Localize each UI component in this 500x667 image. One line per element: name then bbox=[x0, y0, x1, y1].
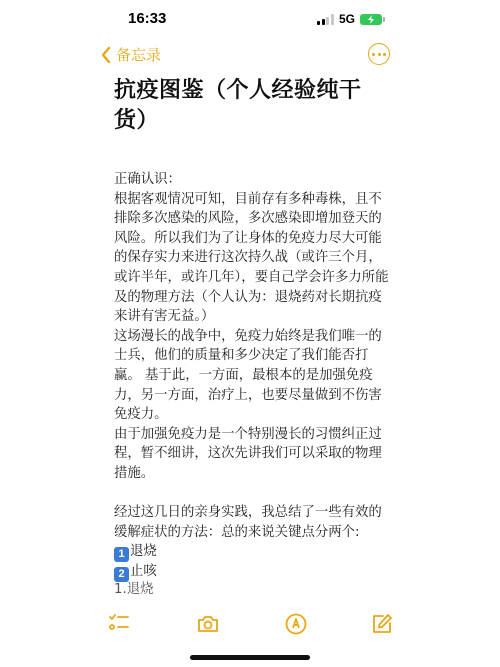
ellipsis-circle-icon bbox=[372, 53, 375, 56]
clipped-next-line: 1.退烧 bbox=[114, 582, 154, 598]
note-paragraph bbox=[114, 484, 390, 504]
note-paragraph: 由于加强免疫力是一个特别漫长的习惯纠正过程，暂不细讲，这次先讲我们可以采取的物理措施。 bbox=[114, 426, 382, 481]
back-button-label: 备忘录 bbox=[116, 46, 162, 64]
status-time: 16:33 bbox=[128, 10, 167, 27]
list-item-label: 退烧 bbox=[130, 544, 157, 560]
note-paragraph: 经过这几日的亲身实践，我总结了一些有效的缓解症状的方法：总的来说关键点分两个: bbox=[114, 505, 382, 540]
network-type: 5G bbox=[338, 12, 355, 26]
note-paragraph: 正确认识： bbox=[114, 172, 181, 187]
note-paragraph: 这场漫长的战争中，免疫力始终是我们唯一的士兵，他们的质量和多少决定了我们能否打赢。 基于此，一方面，最根本的是加强免疫力，另一方面，治疗上，也要尽量做到不伤害免疫力。 bbox=[114, 328, 382, 423]
compose-icon bbox=[370, 612, 394, 636]
note-title: 抗疫图鉴（个人经验纯干货） bbox=[114, 78, 362, 133]
status-indicators bbox=[317, 12, 382, 26]
battery-charging-icon bbox=[360, 14, 382, 25]
list-item bbox=[114, 542, 390, 562]
back-button[interactable] bbox=[100, 44, 161, 65]
bottom-toolbar bbox=[0, 604, 500, 642]
chevron-left-icon bbox=[100, 46, 112, 64]
list-item-label: 止咳 bbox=[130, 564, 157, 580]
camera-icon bbox=[196, 612, 220, 636]
keycap-2-icon: 2 bbox=[114, 567, 129, 582]
list-item bbox=[114, 562, 390, 582]
status-bar bbox=[0, 0, 500, 40]
compose-button[interactable] bbox=[370, 612, 394, 636]
checklist-icon bbox=[107, 612, 131, 636]
note-editor[interactable] bbox=[114, 76, 390, 599]
more-options-button[interactable] bbox=[368, 43, 390, 65]
markup-button[interactable] bbox=[284, 612, 308, 636]
home-indicator[interactable] bbox=[190, 655, 310, 660]
navigation-bar bbox=[0, 40, 500, 70]
note-body bbox=[114, 170, 390, 599]
markup-pen-icon bbox=[284, 612, 308, 636]
camera-button[interactable] bbox=[196, 612, 220, 636]
checklist-button[interactable] bbox=[107, 612, 131, 636]
signal-strength-icon bbox=[317, 14, 334, 25]
note-paragraph: 根据客观情况可知，目前存有多种毒株，且不排除多次感染的风险，多次感染即增加登天的风险。所以我们为了让身体的免疫力尽大可能的保存实力来进行这次持久战（或许三个月，或许半年，或许几年），要自己学会许多力所能及的物理方法（个人认为：退烧药对长期抗疫来讲有害无益。） bbox=[114, 191, 389, 325]
keycap-1-icon: 1 bbox=[114, 547, 129, 562]
